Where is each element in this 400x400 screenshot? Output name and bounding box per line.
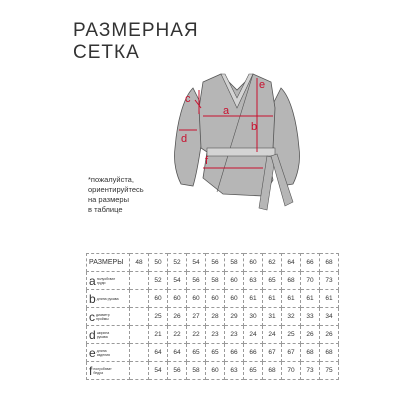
size-col-50: 50 bbox=[149, 254, 168, 272]
row-label bbox=[87, 308, 130, 326]
table-cell: 65 bbox=[263, 272, 282, 290]
table-cell: 61 bbox=[301, 290, 320, 308]
label-e: e bbox=[259, 79, 266, 91]
table-cell: 68 bbox=[301, 344, 320, 362]
size-header-label: РАЗМЕРЫ bbox=[87, 254, 130, 272]
table-cell: 66 bbox=[225, 344, 244, 362]
table-cell: 65 bbox=[187, 344, 206, 362]
size-header-row bbox=[87, 254, 339, 272]
table-cell: 28 bbox=[206, 308, 225, 326]
label-c: c bbox=[185, 93, 191, 105]
row-description: диаметр проймы bbox=[96, 312, 110, 321]
table-cell: 34 bbox=[320, 308, 339, 326]
table-cell: 29 bbox=[225, 308, 244, 326]
table-cell: 23 bbox=[206, 326, 225, 344]
table-cell bbox=[130, 344, 149, 362]
table-cell: 21 bbox=[149, 326, 168, 344]
table-cell: 60 bbox=[225, 272, 244, 290]
table-cell: 68 bbox=[320, 344, 339, 362]
size-col-58: 58 bbox=[225, 254, 244, 272]
row-letter: f bbox=[89, 363, 93, 378]
table-cell bbox=[130, 308, 149, 326]
note-line-2: ориентируйтесь bbox=[88, 185, 144, 194]
table-cell: 64 bbox=[149, 344, 168, 362]
size-col-64: 64 bbox=[282, 254, 301, 272]
table-cell: 63 bbox=[225, 362, 244, 380]
size-col-62: 62 bbox=[263, 254, 282, 272]
garment-illustration bbox=[163, 68, 313, 216]
size-col-66: 66 bbox=[301, 254, 320, 272]
table-cell: 26 bbox=[168, 308, 187, 326]
table-cell: 25 bbox=[149, 308, 168, 326]
table-cell: 66 bbox=[244, 344, 263, 362]
table-cell: 24 bbox=[263, 326, 282, 344]
row-description: полуобхват бедра bbox=[93, 366, 112, 375]
row-description: полуобхват груди bbox=[96, 276, 116, 285]
size-table bbox=[86, 253, 339, 380]
table-cell: 61 bbox=[282, 290, 301, 308]
table-cell: 60 bbox=[206, 290, 225, 308]
row-letter: c bbox=[89, 309, 95, 324]
table-cell bbox=[130, 290, 149, 308]
table-row bbox=[87, 272, 339, 290]
row-letter: e bbox=[89, 345, 96, 360]
row-label bbox=[87, 362, 130, 380]
size-note bbox=[88, 175, 144, 215]
table-cell: 67 bbox=[263, 344, 282, 362]
table-cell: 64 bbox=[168, 344, 187, 362]
table-cell: 22 bbox=[168, 326, 187, 344]
table-cell: 54 bbox=[149, 362, 168, 380]
row-label bbox=[87, 326, 130, 344]
table-cell: 52 bbox=[149, 272, 168, 290]
row-description: длина рукава bbox=[96, 296, 119, 301]
table-row bbox=[87, 326, 339, 344]
note-line-1: *пожалуйста, bbox=[88, 175, 134, 184]
table-cell: 25 bbox=[282, 326, 301, 344]
label-d: d bbox=[181, 133, 188, 145]
table-row bbox=[87, 362, 339, 380]
table-cell: 73 bbox=[320, 272, 339, 290]
label-f: f bbox=[205, 155, 209, 167]
row-description: ширина рукава bbox=[96, 330, 110, 339]
label-b: b bbox=[251, 121, 258, 133]
title-line-2: СЕТКА bbox=[73, 42, 140, 63]
belt bbox=[207, 148, 275, 156]
table-cell: 56 bbox=[187, 272, 206, 290]
page-title bbox=[73, 20, 199, 64]
size-col-52: 52 bbox=[168, 254, 187, 272]
table-cell: 32 bbox=[282, 308, 301, 326]
table-cell: 26 bbox=[320, 326, 339, 344]
table-cell: 61 bbox=[263, 290, 282, 308]
table-cell: 60 bbox=[168, 290, 187, 308]
table-cell: 70 bbox=[301, 272, 320, 290]
row-letter: b bbox=[89, 291, 96, 306]
table-cell bbox=[130, 326, 149, 344]
table-cell: 22 bbox=[187, 326, 206, 344]
table-cell: 30 bbox=[244, 308, 263, 326]
table-cell: 58 bbox=[187, 362, 206, 380]
row-label bbox=[87, 290, 130, 308]
row-label bbox=[87, 272, 130, 290]
label-a: a bbox=[223, 105, 230, 117]
note-line-3: на размеры bbox=[88, 195, 129, 204]
size-col-48: 48 bbox=[130, 254, 149, 272]
table-cell: 26 bbox=[301, 326, 320, 344]
table-cell: 68 bbox=[263, 362, 282, 380]
row-letter: a bbox=[89, 273, 96, 288]
table-cell: 68 bbox=[282, 272, 301, 290]
table-cell: 24 bbox=[244, 326, 263, 344]
table-cell: 60 bbox=[206, 362, 225, 380]
table-cell: 65 bbox=[206, 344, 225, 362]
table-cell bbox=[130, 272, 149, 290]
table-row bbox=[87, 308, 339, 326]
table-cell: 58 bbox=[206, 272, 225, 290]
table-cell: 63 bbox=[244, 272, 263, 290]
table-cell: 61 bbox=[244, 290, 263, 308]
table-cell: 31 bbox=[263, 308, 282, 326]
row-label bbox=[87, 344, 130, 362]
table-cell: 27 bbox=[187, 308, 206, 326]
table-cell: 75 bbox=[320, 362, 339, 380]
table-row bbox=[87, 344, 339, 362]
size-col-56: 56 bbox=[206, 254, 225, 272]
table-cell: 60 bbox=[225, 290, 244, 308]
table-cell: 67 bbox=[282, 344, 301, 362]
table-cell: 73 bbox=[301, 362, 320, 380]
row-description: длина изделия bbox=[96, 348, 110, 357]
table-cell: 60 bbox=[149, 290, 168, 308]
table-cell: 33 bbox=[301, 308, 320, 326]
size-col-60: 60 bbox=[244, 254, 263, 272]
table-row bbox=[87, 290, 339, 308]
row-letter: d bbox=[89, 327, 96, 342]
table-cell bbox=[130, 362, 149, 380]
table-cell: 54 bbox=[168, 272, 187, 290]
title-line-1: РАЗМЕРНАЯ bbox=[73, 20, 199, 41]
table-cell: 23 bbox=[225, 326, 244, 344]
table-cell: 61 bbox=[320, 290, 339, 308]
table-cell: 65 bbox=[244, 362, 263, 380]
size-col-68: 68 bbox=[320, 254, 339, 272]
note-line-4: в таблице bbox=[88, 205, 123, 214]
table-cell: 70 bbox=[282, 362, 301, 380]
table-cell: 60 bbox=[187, 290, 206, 308]
table-cell: 56 bbox=[168, 362, 187, 380]
size-col-54: 54 bbox=[187, 254, 206, 272]
